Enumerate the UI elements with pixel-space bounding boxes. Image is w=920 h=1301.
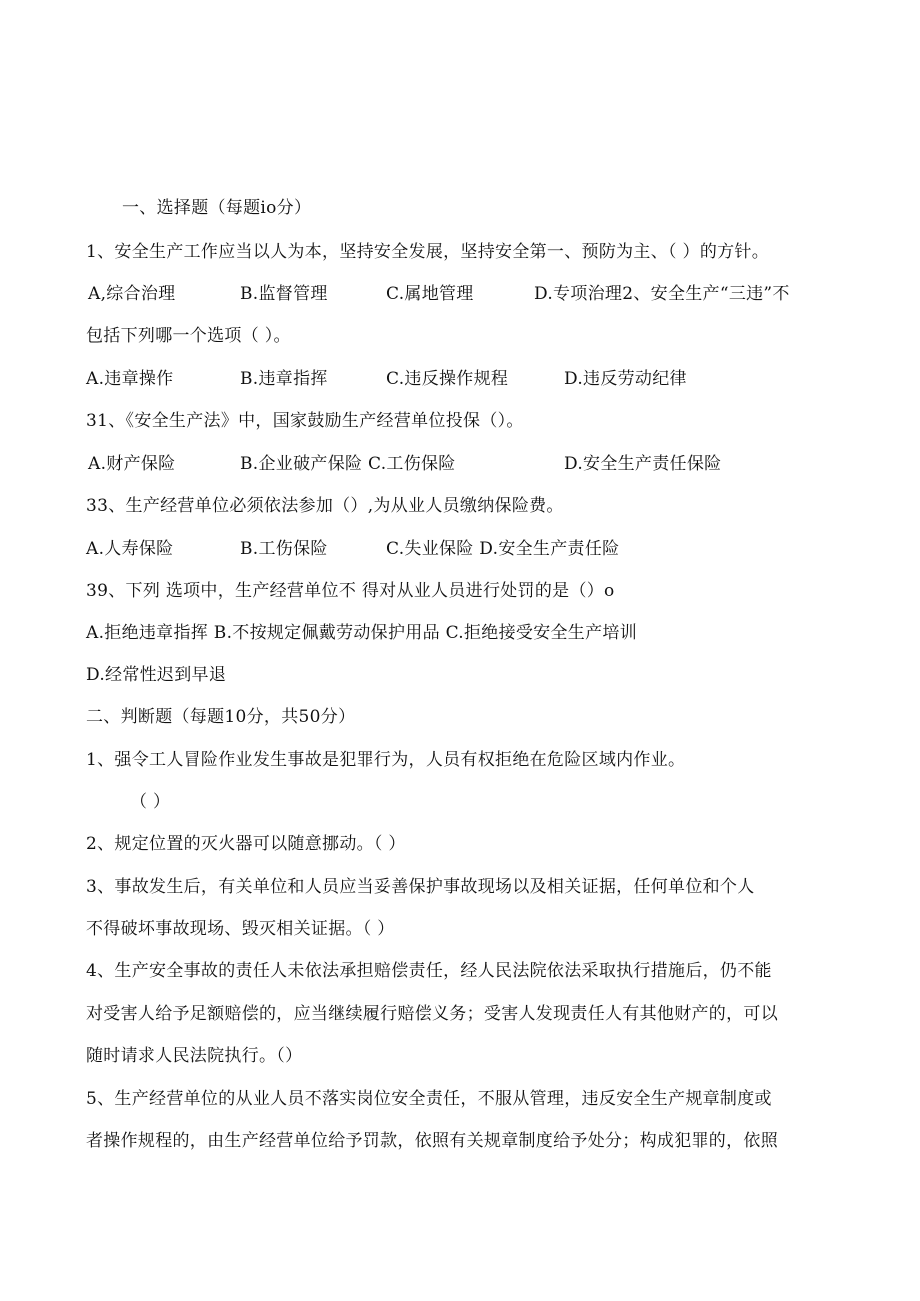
question-2-stem: 包括下列哪一个选项（ ）。 (86, 326, 291, 346)
section-1-title: 一、选择题（每题io分） (122, 198, 312, 218)
option-a: A,综合治理 (88, 284, 176, 304)
question-39-options-line-2: D.经常性迟到早退 (86, 665, 227, 685)
judgment-4-text-line-3: 随时请求人民法院执行。（） (86, 1046, 303, 1066)
question-39-options-line-1: A.拒绝违章指挥 B.不按规定佩戴劳动保护用品 C.拒绝接受安全生产培训 (86, 623, 637, 643)
section-2-title: 二、判断题（每题10分，共50分） (86, 707, 356, 727)
question-39-stem: 39、下列 选项中，生产经营单位不 得对从业人员进行处罚的是（）o (86, 581, 615, 601)
judgment-5-text-line-2: 者操作规程的，由生产经营单位给予罚款，依照有关规章制度给予处分；构成犯罪的，依照 (86, 1131, 778, 1151)
option-c: C.违反操作规程 (386, 369, 509, 389)
judgment-4-text-line-2: 对受害人给予足额赔偿的，应当继续履行赔偿义务；受害人发现责任人有其他财产的，可以 (86, 1004, 778, 1024)
option-a: A.人寿保险 (86, 539, 174, 559)
judgment-4-text-line-1: 4、生产安全事故的责任人未依法承担赔偿责任，经人民法院依法采取执行措施后，仍不能 (86, 961, 772, 981)
question-33-stem: 33、生产经营单位必须依法参加（）,为从业人员缴纳保险费。 (86, 496, 564, 516)
judgment-2-text: 2、规定位置的灭火器可以随意挪动。（ ） (86, 834, 406, 854)
judgment-3-text-line-2: 不得破坏事故现场、毁灭相关证据。（ ） (86, 919, 395, 939)
question-1-stem: 1、安全生产工作应当以人为本，坚持安全发展，坚持安全第一、预防为主、（ ）的方针。 (86, 242, 770, 262)
option-b: B.监督管理 (240, 284, 328, 304)
option-b: B.违章指挥 (240, 369, 328, 389)
judgment-3-text-line-1: 3、事故发生后，有关单位和人员应当妥善保护事故现场以及相关证据，任何单位和个人 (86, 877, 755, 897)
option-b: B.工伤保险 (240, 539, 328, 559)
option-d: D.违反劳动纪律 (564, 369, 687, 389)
option-b-c: B.企业破产保险 C.工伤保险 (240, 454, 456, 474)
option-a: A.财产保险 (88, 454, 176, 474)
judgment-5-text-line-1: 5、生产经营单位的从业人员不落实岗位安全责任，不服从管理，违反安全生产规章制度或 (86, 1089, 772, 1109)
judgment-1-text: 1、强令工人冒险作业发生事故是犯罪行为，人员有权拒绝在危险区域内作业。 (86, 750, 686, 770)
question-31-stem: 31、《安全生产法》中，国家鼓励生产经营单位投保（）。 (86, 411, 524, 431)
option-c-d: C.失业保险 D.安全生产责任险 (386, 539, 620, 559)
option-a: A.违章操作 (86, 369, 174, 389)
judgment-1-answer-blank: （ ） (130, 792, 171, 812)
option-d: D.专项治理2、安全生产“三违”不 (534, 284, 790, 304)
option-c: C.属地管理 (386, 284, 474, 304)
option-d: D.安全生产责任保险 (564, 454, 722, 474)
